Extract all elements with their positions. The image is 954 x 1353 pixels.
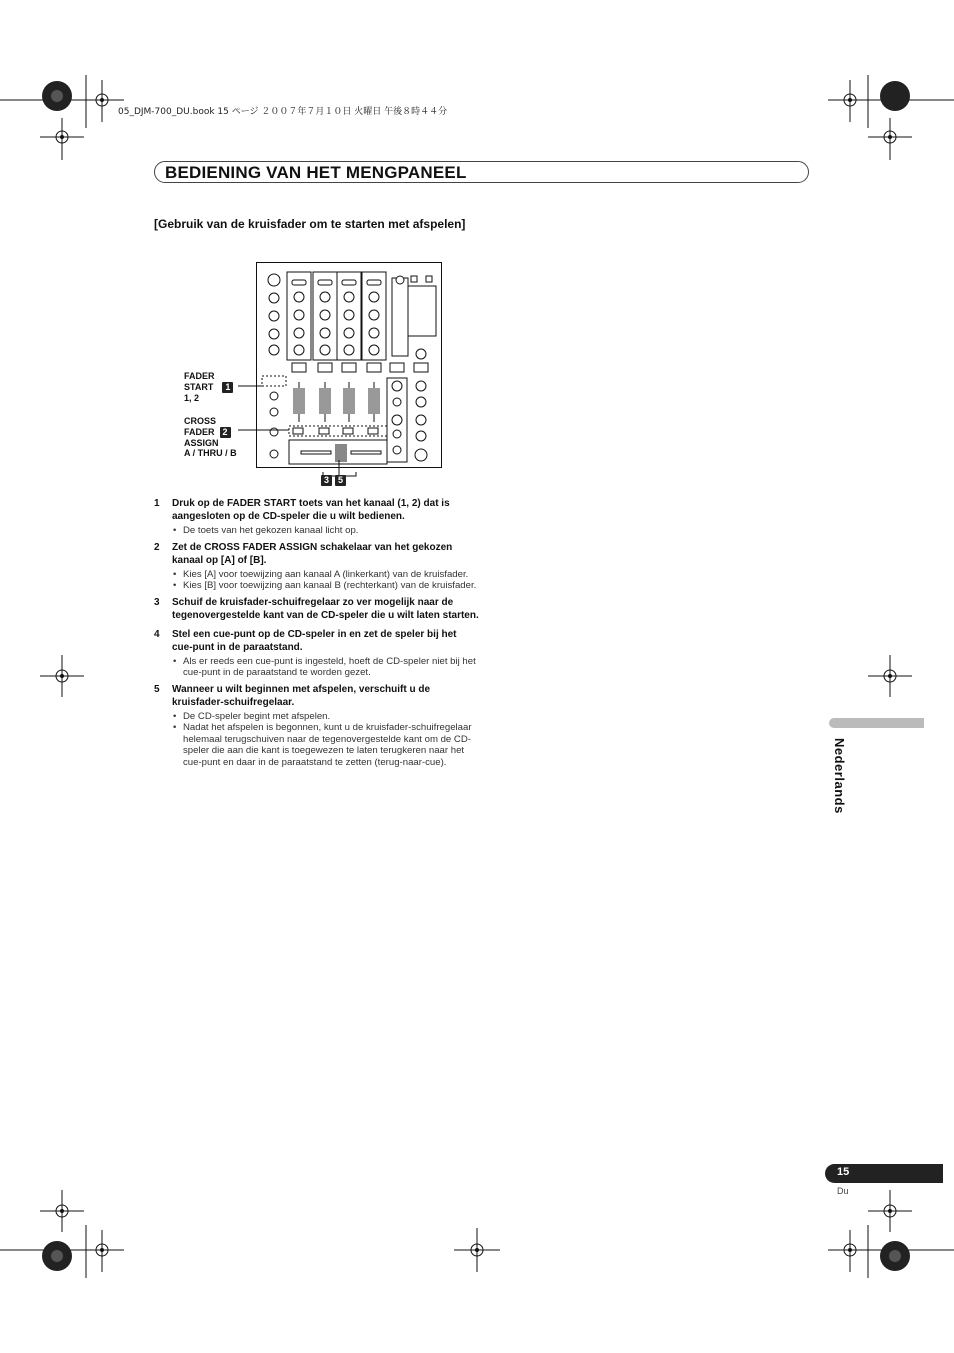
file-header: 05_DJM-700_DU.book 15 ページ ２００７年７月１０日 火曜日 午後８時４４分: [118, 107, 448, 117]
step-2-notes: [172, 569, 479, 592]
callout-badges-3-5: [321, 475, 346, 486]
callout-text: FADER: [184, 426, 215, 437]
callout-text: CROSS: [184, 416, 217, 426]
note-item: • Kies [B] voor toewijzing aan kanaal B (rechterkant) van de kruisfader.: [172, 580, 479, 592]
callout-text: START: [184, 381, 214, 392]
page-language-code: Du: [837, 1186, 849, 1196]
step-text: Wanneer u wilt beginnen met afspelen, verschuift u de kruisfader-schuifregelaar.: [172, 683, 431, 708]
step-4-notes: [172, 656, 479, 679]
step-1: [154, 497, 479, 523]
step-number: 3: [154, 596, 160, 608]
note-item: • Nadat het afspelen is begonnen, kunt u de kruisfader-schuifregelaar helemaal terugschuiven naar de tegenovergestelde kant om de CD-speler die aan die kant is toegewezen te laten terugkeren naar het cue-punt en daar in de paraatstand te zetten (terug-naar-cue).: [172, 722, 479, 768]
badge-1: 1: [222, 382, 233, 393]
badge-5: 5: [335, 475, 346, 486]
step-text: Druk op de FADER START toets van het kanaal (1, 2) dat is aangesloten op de CD-speler die u wilt bedienen.: [172, 498, 450, 522]
language-tab-bar: [829, 718, 924, 728]
step-number: 2: [154, 541, 160, 553]
note-item: • De toets van het gekozen kanaal licht op.: [172, 525, 479, 537]
page-number: 15: [837, 1166, 850, 1178]
step-text: Zet de CROSS FADER ASSIGN schakelaar van het gekozen kanaal op [A] of [B].: [172, 541, 453, 566]
step-5-notes: [172, 711, 479, 769]
instruction-steps: [154, 497, 479, 772]
step-3: [154, 596, 479, 622]
step-text: Schuif de kruisfader-schuifregelaar zo ver mogelijk naar de tegenovergestelde kant van de CD-speler die u wilt laten starten.: [172, 596, 479, 621]
callout-fader-start: [184, 371, 233, 403]
page-title: BEDIENING VAN HET MENGPANEEL: [165, 163, 467, 182]
note-item: • De CD-speler begint met afspelen.: [172, 711, 479, 723]
step-number: 1: [154, 498, 160, 509]
step-number: 4: [154, 628, 160, 640]
page-number-pill: [825, 1164, 943, 1183]
callout-text: A / THRU / B: [184, 448, 237, 458]
badge-3: 3: [321, 475, 332, 486]
callout-cross-fader-assign: [184, 416, 237, 459]
note-item: • Als er reeds een cue-punt is ingesteld, hoeft de CD-speler niet bij het cue-punt in de paraatstand te worden gezet.: [172, 656, 479, 679]
language-tab-label: Nederlands: [832, 738, 847, 814]
callout-text: ASSIGN: [184, 437, 219, 448]
step-number: 5: [154, 683, 160, 695]
step-1-notes: [172, 525, 479, 537]
section-heading: [Gebruik van de kruisfader om te starten met afspelen]: [154, 217, 466, 231]
step-2: [154, 541, 479, 567]
callout-text: 1, 2: [184, 392, 200, 403]
step-text: Stel een cue-punt op de CD-speler in en zet de speler bij het cue-punt in de paraatstand.: [172, 628, 457, 653]
callout-text: FADER: [184, 371, 215, 381]
note-item: • Kies [A] voor toewijzing aan kanaal A (linkerkant) van de kruisfader.: [172, 569, 479, 581]
step-5: [154, 683, 479, 709]
step-4: [154, 628, 479, 654]
badge-2: 2: [220, 427, 231, 438]
